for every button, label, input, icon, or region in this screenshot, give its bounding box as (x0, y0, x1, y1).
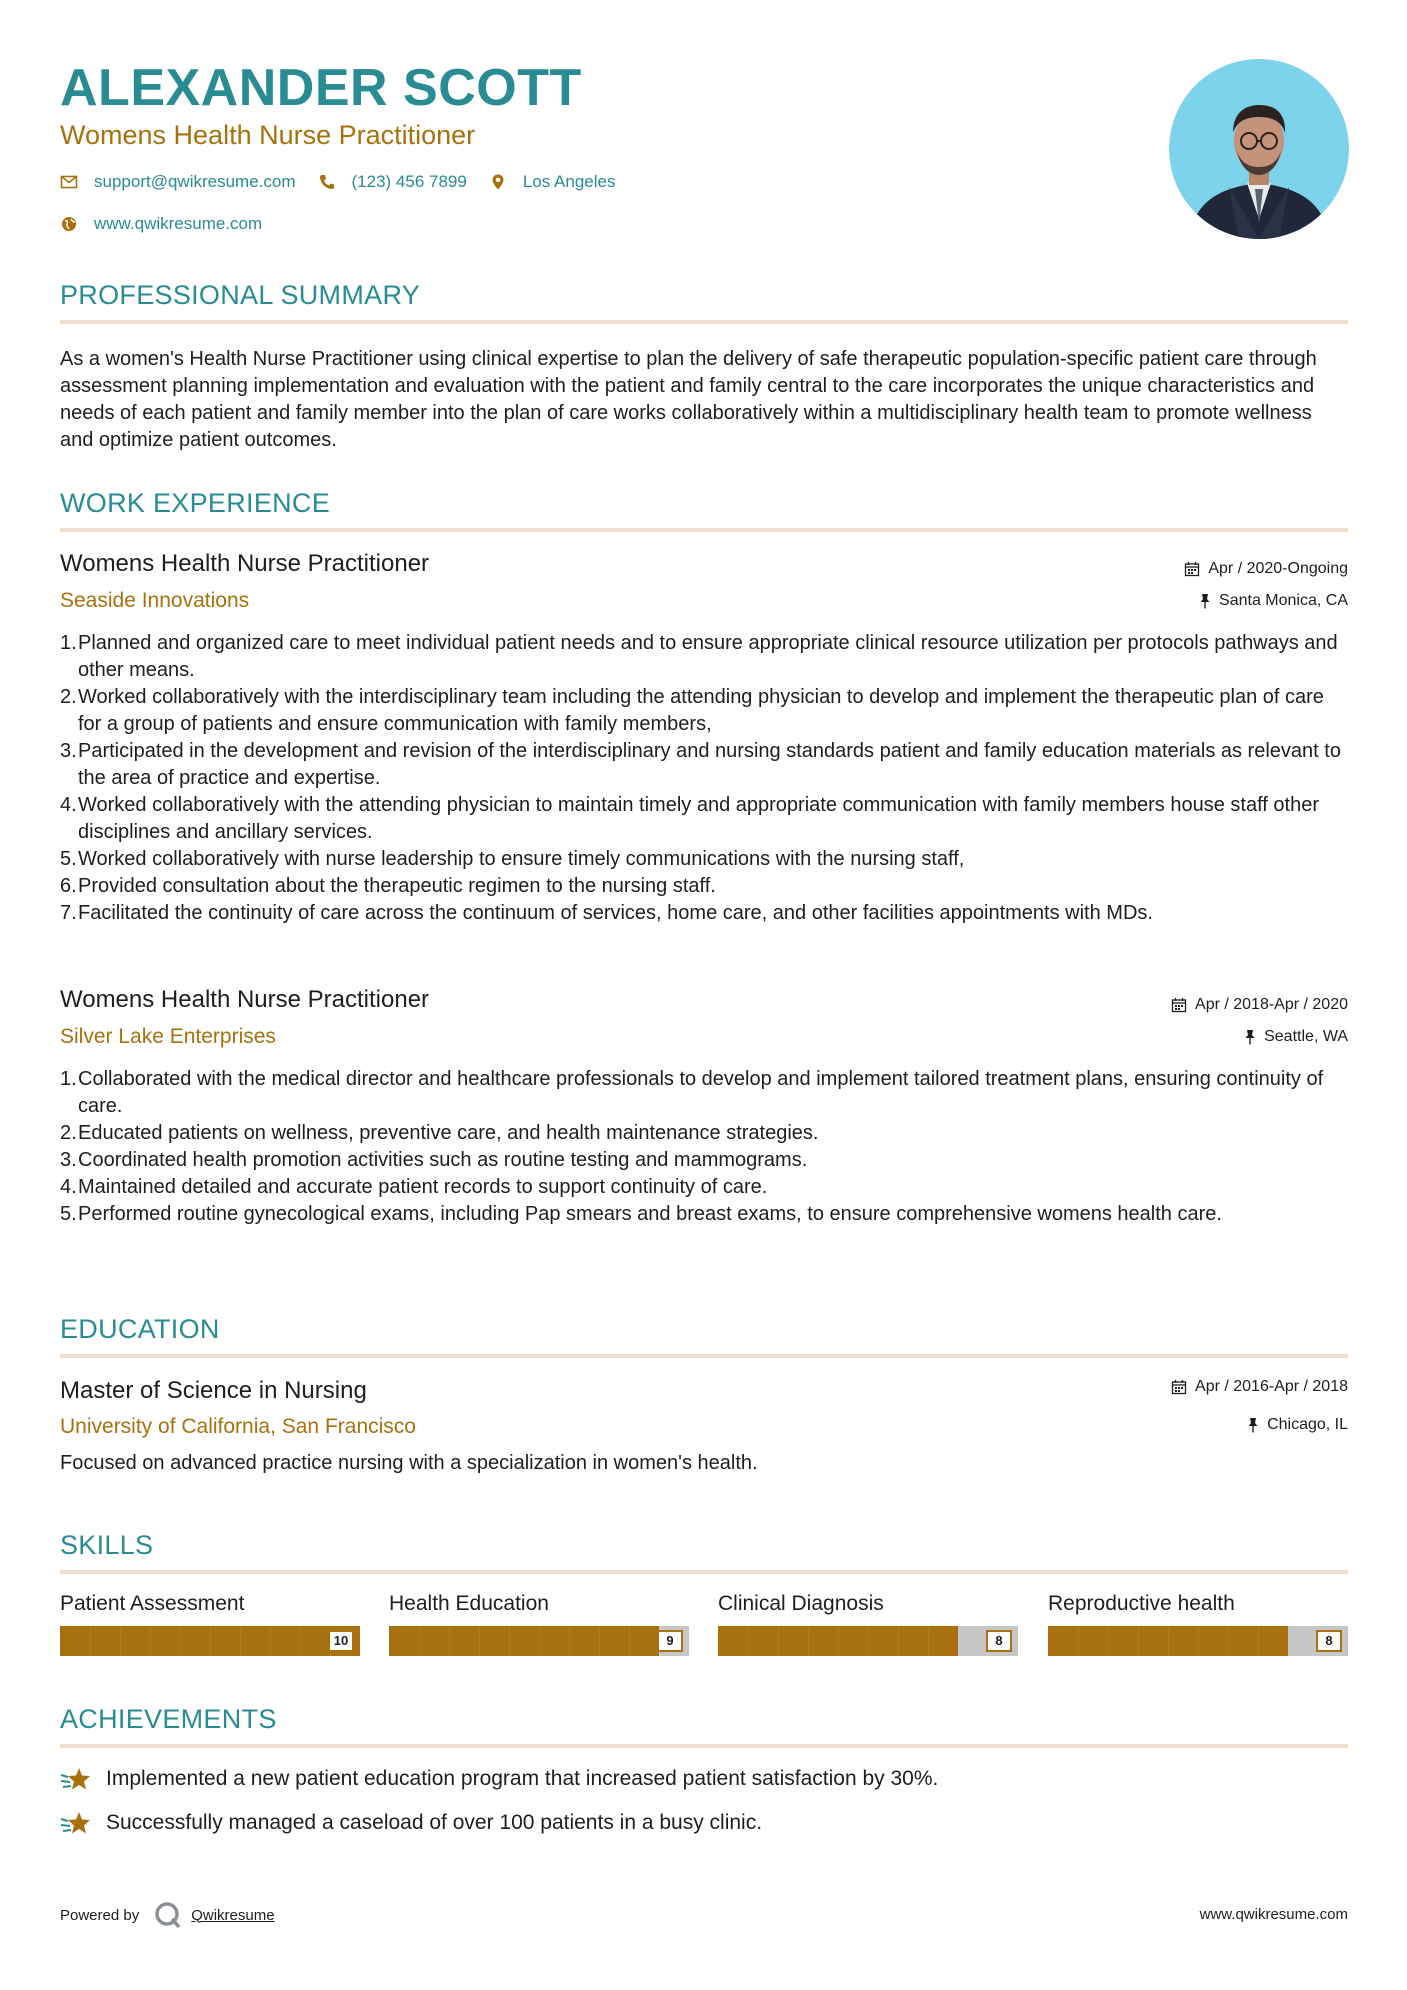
website-link[interactable]: www.qwikresume.com (94, 214, 263, 233)
summary-divider (60, 320, 1348, 324)
job-company: Silver Lake Enterprises (60, 1025, 276, 1048)
job-responsibilities (78, 1066, 1350, 1228)
achievement-text: Successfully managed a caseload of over 100 patients in a busy clinic. (106, 1811, 763, 1834)
skill-score: 10 (328, 1630, 354, 1652)
achievements-heading: ACHIEVEMENTS (60, 1704, 277, 1734)
skill-bar-segment (90, 1626, 91, 1656)
skill-item (718, 1592, 1018, 1656)
qwikresume-logo-icon (153, 1900, 183, 1930)
job-title: Womens Health Nurse Practitioner (60, 986, 430, 1013)
skill-bar-segment (449, 1626, 450, 1656)
skill-bar-segment (539, 1626, 540, 1656)
list-item: Performed routine gynecological exams, including Pap smears and breast exams, to ensure comprehensive womens health care. (78, 1203, 1222, 1225)
skill-item (1048, 1592, 1348, 1656)
education-location-text: Chicago, IL (1267, 1416, 1348, 1433)
achievement-item (60, 1766, 938, 1792)
skills-divider (60, 1570, 1348, 1574)
skill-bar-segment (210, 1626, 211, 1656)
location-text: Los Angeles (522, 172, 616, 191)
experience-heading: WORK EXPERIENCE (60, 488, 331, 518)
job-date (1171, 996, 1348, 1014)
skill-bar-fill (389, 1626, 659, 1656)
pushpin-icon (1244, 1029, 1256, 1045)
skill-bar-segment (898, 1626, 899, 1656)
job-location (1199, 592, 1348, 610)
calendar-icon (1171, 997, 1187, 1013)
pushpin-icon (1247, 1417, 1259, 1433)
skill-bar-segment (270, 1626, 271, 1656)
skill-item (389, 1592, 689, 1656)
map-pin-icon (489, 173, 507, 191)
list-item: Planned and organized care to meet individual patient needs and to ensure appropriate clinical resource utilization per protocols pathways and other means. (78, 632, 1338, 681)
qwikresume-link[interactable]: Qwikresume (191, 1906, 275, 1924)
phone-icon (318, 173, 336, 191)
education-location (1247, 1416, 1348, 1434)
skill-label: Clinical Diagnosis (718, 1592, 884, 1615)
globe-icon (60, 215, 78, 233)
skill-bar-segment (838, 1626, 839, 1656)
candidate-title: Womens Health Nurse Practitioner (60, 120, 476, 150)
skill-bar (60, 1626, 360, 1656)
calendar-icon (1171, 1379, 1187, 1395)
job-location (1244, 1028, 1348, 1046)
degree-title: Master of Science in Nursing (60, 1377, 367, 1404)
job-title: Womens Health Nurse Practitioner (60, 550, 430, 577)
skill-label: Reproductive health (1048, 1592, 1235, 1615)
skill-item (60, 1592, 360, 1656)
job-date-text: Apr / 2018-Apr / 2020 (1195, 996, 1348, 1013)
calendar-icon (1184, 561, 1200, 577)
envelope-icon (60, 173, 78, 191)
pushpin-icon (1199, 593, 1211, 609)
skill-bar-segment (808, 1626, 809, 1656)
skill-bar-segment (1258, 1626, 1259, 1656)
school-name: University of California, San Francisco (60, 1415, 416, 1438)
footer-powered-by (60, 1900, 275, 1930)
list-item: Worked collaboratively with the interdisciplinary team including the attending physician to develop and implement the therapeutic plan of care for a group of patients and ensure communication with family members, (78, 686, 1324, 735)
education-date (1171, 1378, 1348, 1396)
summary-heading: PROFESSIONAL SUMMARY (60, 280, 421, 310)
achievements-divider (60, 1744, 1348, 1748)
skill-bar-segment (1138, 1626, 1139, 1656)
skill-bar-segment (180, 1626, 181, 1656)
list-item: Worked collaboratively with the attending physician to maintain timely and appropriate communication with family members house staff other disciplines and ancillary services. (78, 794, 1319, 843)
skill-bar-segment (120, 1626, 121, 1656)
summary-text: As a women's Health Nurse Practitioner using clinical expertise to plan the delivery of safe therapeutic population-specific patient care through assessment planning implementation and evaluation with the patient and family central to the care incorporates the unique characteristics and needs of each patient and family member into the plan of care works collaboratively within a multidisciplinary health team to promote wellness and optimize patient outcomes. (60, 348, 1317, 451)
contact-row (60, 172, 615, 192)
phone-number[interactable]: (123) 456 7899 (351, 172, 467, 191)
list-item: Maintained detailed and accurate patient records to support continuity of care. (78, 1176, 768, 1198)
skill-bar-segment (599, 1626, 600, 1656)
skill-bar-segment (150, 1626, 151, 1656)
skill-bar (718, 1626, 1018, 1656)
skill-bar-segment (569, 1626, 570, 1656)
job-date (1184, 560, 1348, 578)
skill-bar-segment (1228, 1626, 1229, 1656)
list-item: Worked collaboratively with nurse leadership to ensure timely communications with the nursing staff, (78, 848, 965, 870)
skill-label: Patient Assessment (60, 1592, 245, 1615)
list-item: Participated in the development and revision of the interdisciplinary and nursing standards patient and family education materials as relevant to the area of practice and expertise. (78, 740, 1341, 789)
skill-bar-segment (928, 1626, 929, 1656)
skill-label: Health Education (389, 1592, 549, 1615)
skill-bar-segment (509, 1626, 510, 1656)
job-company: Seaside Innovations (60, 589, 250, 612)
education-description: Focused on advanced practice nursing with a specialization in women's health. (60, 1452, 758, 1474)
education-divider (60, 1354, 1348, 1358)
skill-bar-segment (479, 1626, 480, 1656)
shooting-star-icon (60, 1810, 92, 1836)
website-row (60, 214, 262, 234)
skill-bar-segment (1108, 1626, 1109, 1656)
skill-bar-segment (629, 1626, 630, 1656)
achievement-text: Implemented a new patient education program that increased patient satisfaction by 30%. (106, 1767, 939, 1790)
skill-bar-segment (240, 1626, 241, 1656)
skill-score: 9 (657, 1630, 683, 1652)
skills-heading: SKILLS (60, 1530, 154, 1560)
job-location-text: Seattle, WA (1264, 1028, 1348, 1045)
skill-bar-segment (748, 1626, 749, 1656)
skill-bar (1048, 1626, 1348, 1656)
skill-bar (389, 1626, 689, 1656)
powered-by-label: Powered by (60, 1906, 140, 1924)
skill-bar-segment (1198, 1626, 1199, 1656)
skill-score: 8 (986, 1630, 1012, 1652)
list-item: Facilitated the continuity of care across the continuum of services, home care, and other facilities appointments with MDs. (78, 902, 1153, 924)
skill-bar-segment (1078, 1626, 1079, 1656)
skill-bar-segment (868, 1626, 869, 1656)
portrait-illustration (1169, 59, 1349, 239)
skill-score: 8 (1316, 1630, 1342, 1652)
shooting-star-icon (60, 1766, 92, 1792)
education-heading: EDUCATION (60, 1314, 220, 1344)
email-link[interactable]: support@qwikresume.com (94, 172, 296, 191)
experience-divider (60, 528, 1348, 532)
skill-bar-segment (300, 1626, 301, 1656)
list-item: Collaborated with the medical director and healthcare professionals to develop and implement tailored treatment plans, ensuring continuity of care. (78, 1068, 1324, 1117)
skill-bar-segment (1288, 1626, 1289, 1656)
education-date-text: Apr / 2016-Apr / 2018 (1195, 1378, 1348, 1395)
achievement-item (60, 1810, 762, 1836)
job-date-text: Apr / 2020-Ongoing (1208, 560, 1348, 577)
list-item: Coordinated health promotion activities such as routine testing and mammograms. (78, 1149, 808, 1171)
job-responsibilities (78, 630, 1350, 927)
skill-bar-segment (958, 1626, 959, 1656)
skill-bar-segment (778, 1626, 779, 1656)
skill-bar-segment (419, 1626, 420, 1656)
footer-website[interactable]: www.qwikresume.com (1199, 1906, 1348, 1923)
candidate-name: ALEXANDER SCOTT (60, 59, 582, 117)
profile-photo (1169, 59, 1349, 239)
list-item: Educated patients on wellness, preventive care, and health maintenance strategies. (78, 1122, 819, 1144)
skill-bar-segment (1168, 1626, 1169, 1656)
list-item: Provided consultation about the therapeutic regimen to the nursing staff. (78, 875, 716, 897)
job-location-text: Santa Monica, CA (1219, 592, 1348, 609)
